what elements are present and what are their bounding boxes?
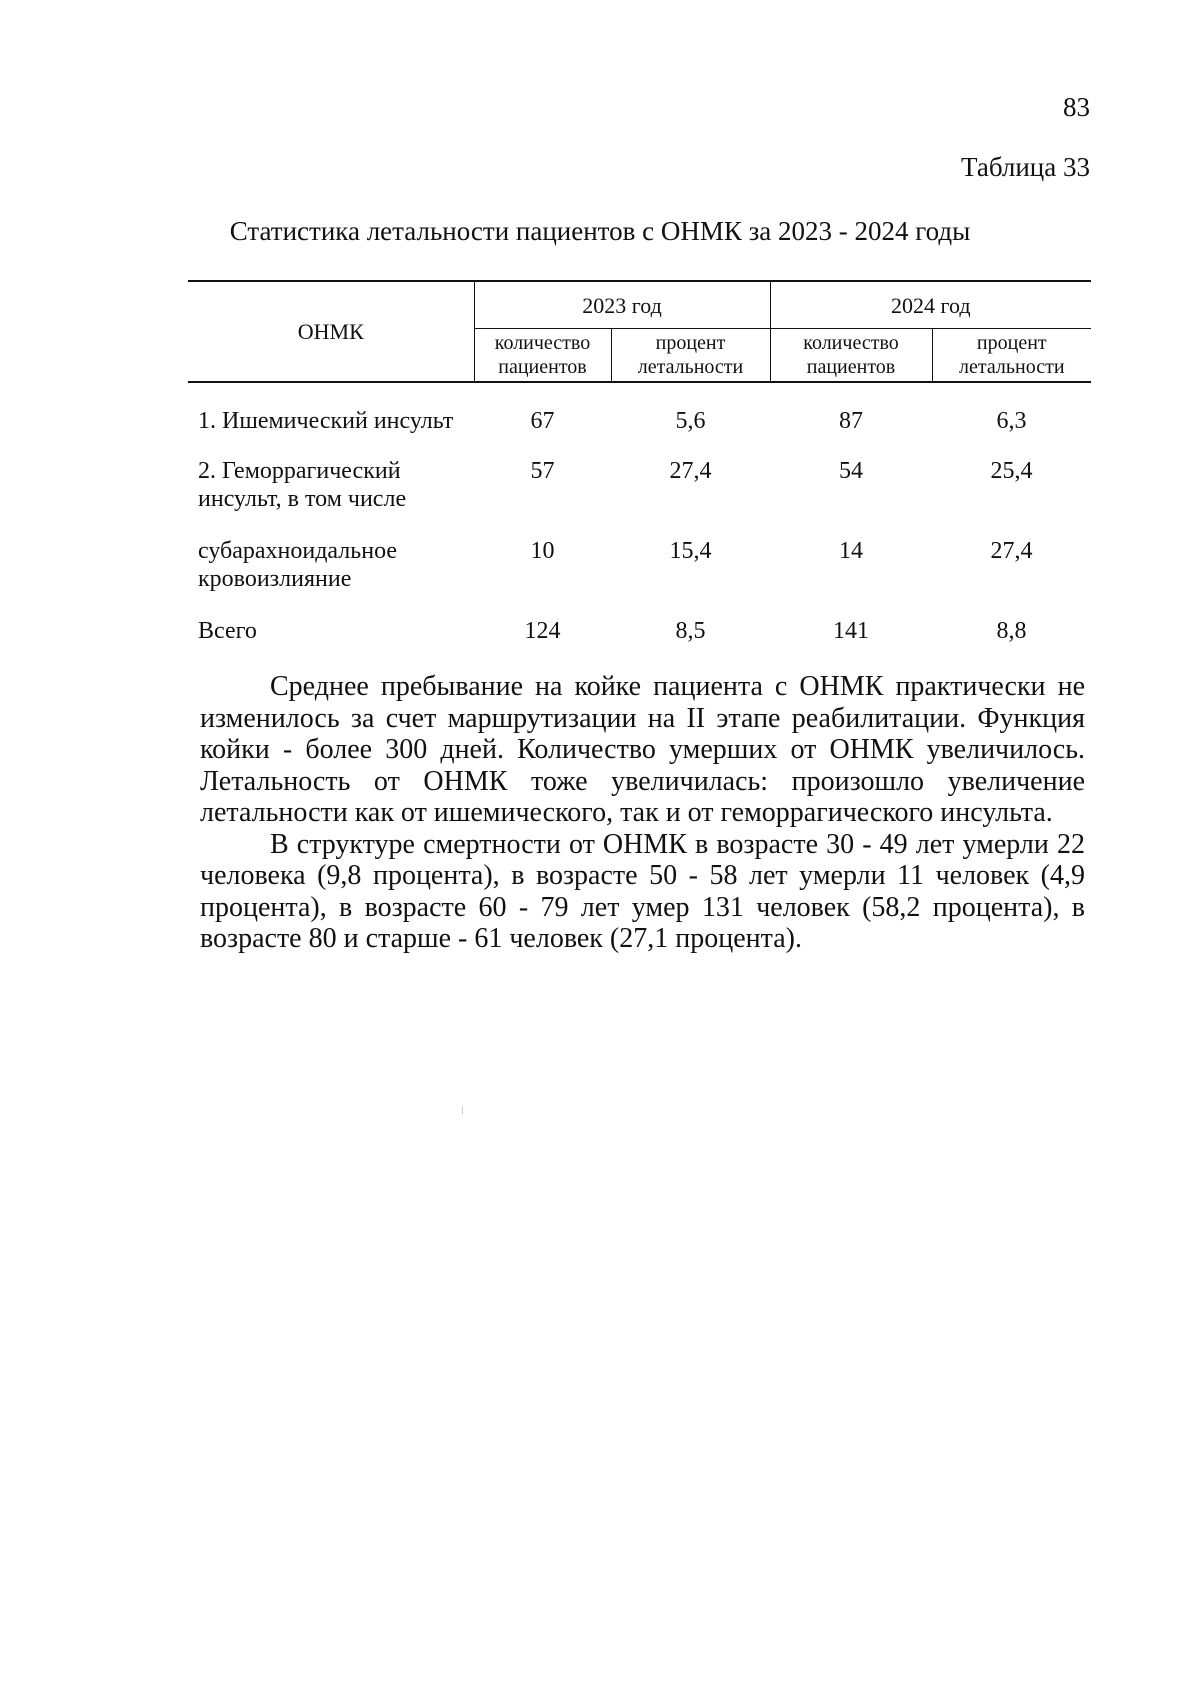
table-title: Статистика летальности пациентов с ОНМК за 2023 - 2024 годы bbox=[229, 216, 971, 246]
row-label: 2. Геморрагический инсульт, в том числе bbox=[198, 458, 407, 512]
table-row bbox=[188, 534, 1091, 615]
subheader-mortality-2023: процент летальности bbox=[611, 329, 770, 383]
scan-artifact-mark bbox=[462, 1106, 463, 1114]
cell-mortality-2023: 5,6 bbox=[675, 408, 706, 434]
cell-patients-2023: 67 bbox=[530, 408, 555, 434]
cell-patients-2023: 57 bbox=[530, 458, 555, 484]
table-body bbox=[188, 382, 1091, 647]
table-row bbox=[188, 615, 1091, 647]
cell-mortality-2024: 25,4 bbox=[990, 458, 1033, 484]
cell-mortality-2024: 27,4 bbox=[990, 538, 1033, 564]
table-label: Таблица 33 bbox=[961, 152, 1090, 182]
cell-mortality-2024: 8,8 bbox=[996, 618, 1027, 644]
cell-patients-2024: 87 bbox=[839, 408, 864, 434]
page-number: 83 bbox=[1063, 92, 1090, 122]
mortality-table bbox=[188, 280, 1091, 647]
header-year-2023: 2023 год bbox=[474, 281, 770, 329]
table-header-row-years bbox=[188, 281, 1091, 329]
row-label: 1. Ишемический инсульт bbox=[198, 408, 454, 434]
cell-mortality-2023: 15,4 bbox=[669, 538, 712, 564]
cell-mortality-2023: 27,4 bbox=[669, 458, 712, 484]
cell-patients-2024: 141 bbox=[833, 618, 870, 644]
header-onmk: ОНМК bbox=[188, 281, 474, 382]
paragraph-mortality-structure: В структуре смертности от ОНМК в возрасте 30 - 49 лет умерли 22 человека (9,8 процента), в возрасте 50 - 58 лет умерли 11 человек (4,9 процента), в возрасте 60 - 79 лет умер 131 человек (58,2 процента), в возрасте 80 и старше - 61 человек (27,1 процента). bbox=[200, 828, 1085, 954]
subheader-mortality-2024: процент летальности bbox=[932, 329, 1091, 383]
header-year-2024: 2024 год bbox=[770, 281, 1091, 329]
subheader-patients-2024: количество пациентов bbox=[770, 329, 932, 383]
cell-patients-2023: 124 bbox=[524, 618, 561, 644]
row-label: Всего bbox=[198, 618, 257, 644]
cell-patients-2023: 10 bbox=[530, 538, 555, 564]
cell-patients-2024: 54 bbox=[839, 458, 864, 484]
row-label: субарахноидальное кровоизлияние bbox=[198, 538, 398, 592]
cell-patients-2024: 14 bbox=[839, 538, 864, 564]
table-row bbox=[188, 382, 1091, 453]
body-text bbox=[200, 671, 1085, 955]
cell-mortality-2023: 8,5 bbox=[675, 618, 706, 644]
cell-mortality-2024: 6,3 bbox=[996, 408, 1027, 434]
paragraph-bed-stay: Среднее пребывание на койке пациента с ОНМК практически не изменилось за счет маршрутизации на II этапе реабилитации. Функция койки - более 300 дней. Количество умерших от ОНМК увеличилось. Летальность от ОНМК тоже увеличилась: произошло увеличение летальности как от ишемического, так и от геморрагического инсульта. bbox=[200, 671, 1085, 828]
subheader-patients-2023: количество пациентов bbox=[474, 329, 611, 383]
table-row bbox=[188, 453, 1091, 534]
table-header bbox=[188, 281, 1091, 382]
